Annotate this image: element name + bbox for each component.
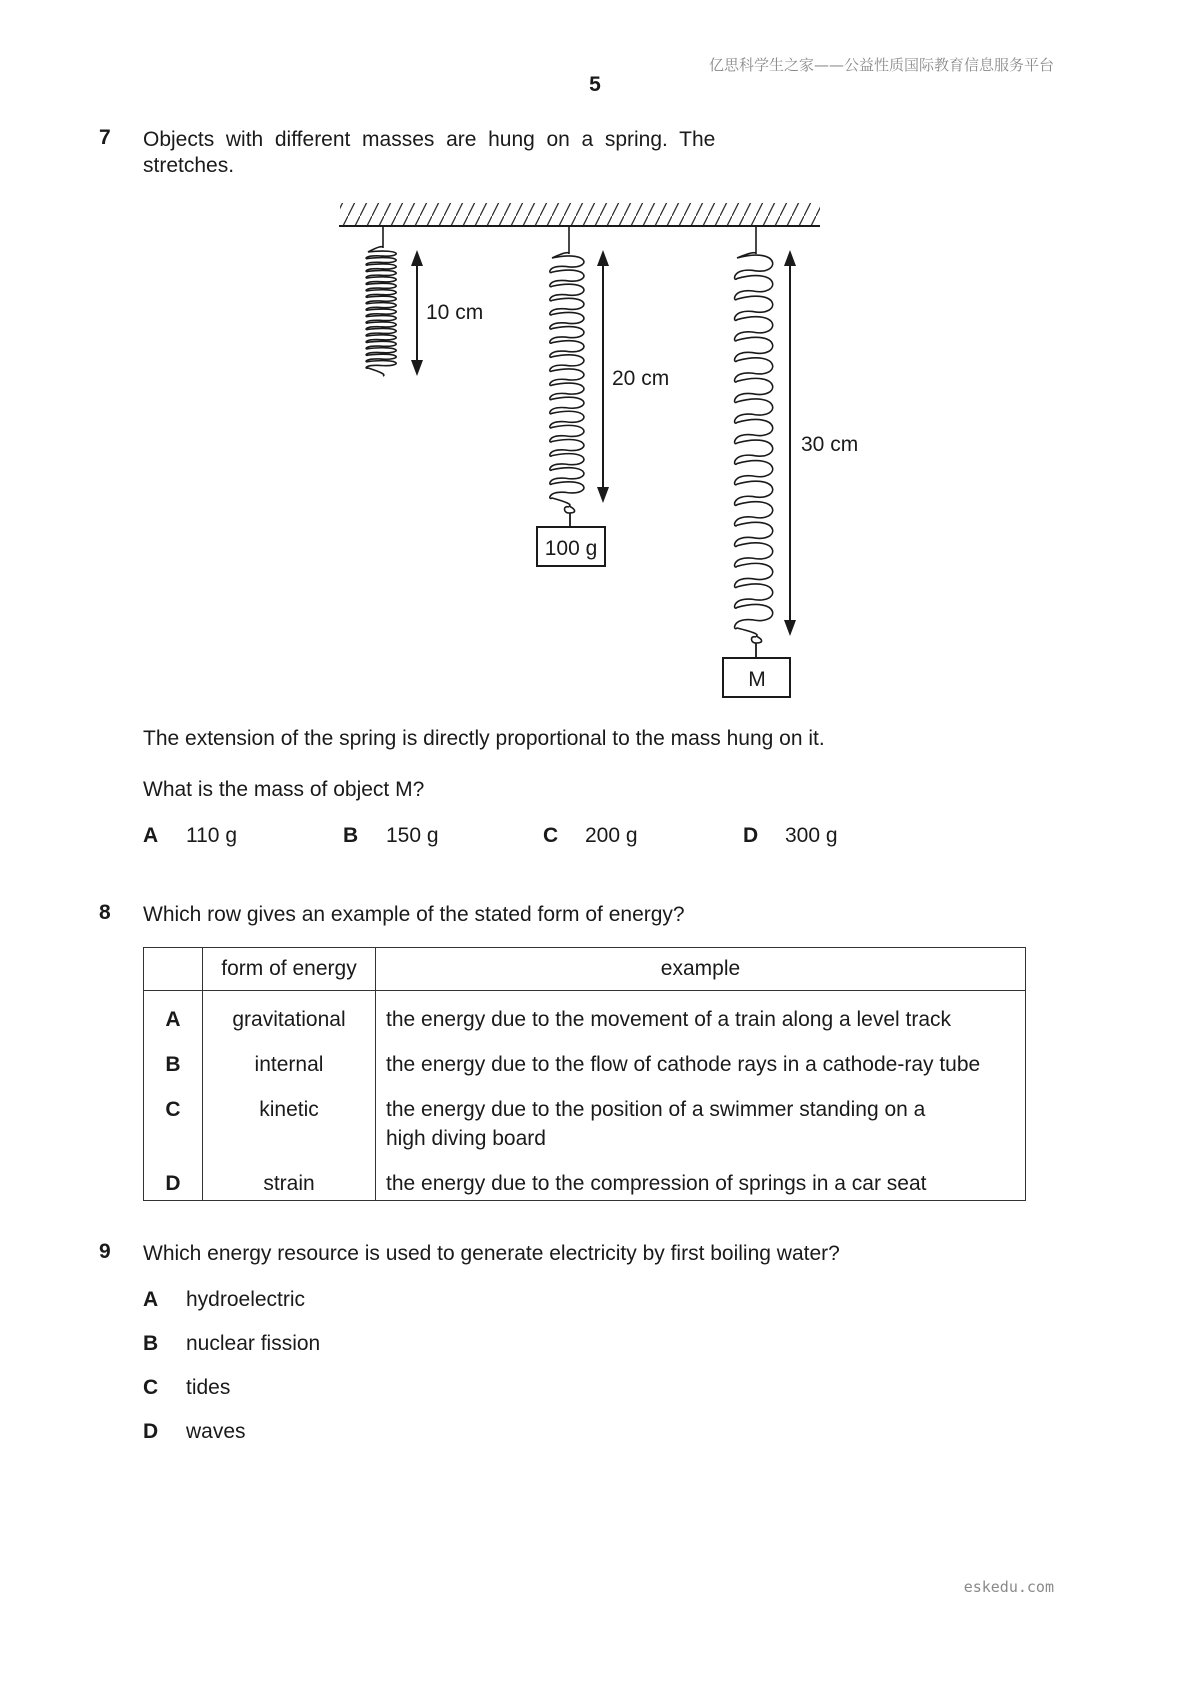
header-form-of-energy: form of energy <box>203 948 376 991</box>
spring-2 <box>550 226 584 513</box>
q9-option-a-letter: A <box>143 1288 159 1311</box>
table-row <box>144 1040 1026 1085</box>
q9-option-a-text: hydroelectric <box>186 1288 306 1311</box>
q7-option-b-letter: B <box>343 824 359 847</box>
label-20cm: 20 cm <box>612 367 670 390</box>
spring-diagram <box>0 0 1190 720</box>
arrow-10cm <box>411 250 423 376</box>
q7-option-d-letter: D <box>743 824 759 847</box>
row-example <box>376 991 1026 1041</box>
row-letter: D <box>144 1159 203 1201</box>
table-row <box>144 1159 1026 1201</box>
q9-option-b-text: nuclear fission <box>186 1332 321 1355</box>
row-example-line1: the energy due to the position of a swimmer standing on a <box>386 1098 926 1121</box>
q9-option-d-letter: D <box>143 1420 159 1443</box>
spring3-coil <box>735 226 773 636</box>
table-row <box>144 991 1026 1041</box>
arrow-30cm <box>784 250 796 636</box>
label-30cm: 30 cm <box>801 433 859 456</box>
row-letter: C <box>144 1085 203 1159</box>
q9-number: 9 <box>99 1240 111 1263</box>
q8-number: 8 <box>99 901 111 924</box>
q9-question: Which energy resource is used to generate electricity by first boiling water? <box>143 1242 840 1265</box>
q7-option-a-text: 110 g <box>186 824 237 847</box>
spring-1 <box>366 226 396 376</box>
q7-option-a-letter: A <box>143 824 159 847</box>
q7-option-c-letter: C <box>543 824 559 847</box>
q7-option-c-text: 200 g <box>585 824 638 847</box>
row-example-line1: the energy due to the flow of cathode rays in a cathode-ray tube <box>386 1053 981 1076</box>
row-example <box>376 1040 1026 1085</box>
mass-m-label: M <box>748 668 766 691</box>
q7-option-d-text: 300 g <box>785 824 838 847</box>
energy-table <box>143 947 1026 1201</box>
row-example <box>376 1159 1026 1201</box>
q7-number: 7 <box>99 126 111 149</box>
q9-option-c-text: tides <box>186 1376 231 1399</box>
table-row <box>144 1085 1026 1159</box>
spring3-hook <box>752 636 762 643</box>
table-header-row <box>144 948 1026 991</box>
q7-statement: The extension of the spring is directly proportional to the mass hung on it. <box>143 727 825 750</box>
spring2-coil <box>550 226 584 506</box>
row-example <box>376 1085 1026 1159</box>
q7-stem-line1: Objects with different masses are hung on a spring. The <box>143 128 716 151</box>
row-example-line2: high diving board <box>386 1127 546 1150</box>
footer-site-url: eskedu.com <box>963 1578 1054 1596</box>
row-form: internal <box>203 1040 376 1085</box>
header-example: example <box>376 948 1026 991</box>
mass-100g-label: 100 g <box>544 537 598 560</box>
header-site-text: 亿思科学生之家——公益性质国际教育信息服务平台 <box>708 56 1054 74</box>
label-10cm: 10 cm <box>426 301 484 324</box>
q9-option-d-text: waves <box>186 1420 246 1443</box>
spring-3 <box>735 226 773 643</box>
row-letter: B <box>144 1040 203 1085</box>
header-row-letter <box>144 948 203 991</box>
q9-option-c-letter: C <box>143 1376 159 1399</box>
row-form: strain <box>203 1159 376 1201</box>
row-example-line1: the energy due to the compression of springs in a car seat <box>386 1172 927 1195</box>
spring1-coil <box>366 226 396 376</box>
q7-stem-line2: stretches. <box>143 154 235 177</box>
row-form: kinetic <box>203 1085 376 1159</box>
spring2-hook <box>565 506 575 513</box>
ceiling-hatching <box>340 203 820 225</box>
q9-option-b-letter: B <box>143 1332 159 1355</box>
row-form: gravitational <box>203 991 376 1041</box>
q7-question: What is the mass of object M? <box>143 778 425 801</box>
row-example-line1: the energy due to the movement of a train along a level track <box>386 1008 952 1031</box>
q7-option-b-text: 150 g <box>386 824 439 847</box>
q8-question: Which row gives an example of the stated form of energy? <box>143 903 685 926</box>
row-letter: A <box>144 991 203 1041</box>
arrow-20cm <box>597 250 609 503</box>
page-number: 5 <box>589 73 601 96</box>
